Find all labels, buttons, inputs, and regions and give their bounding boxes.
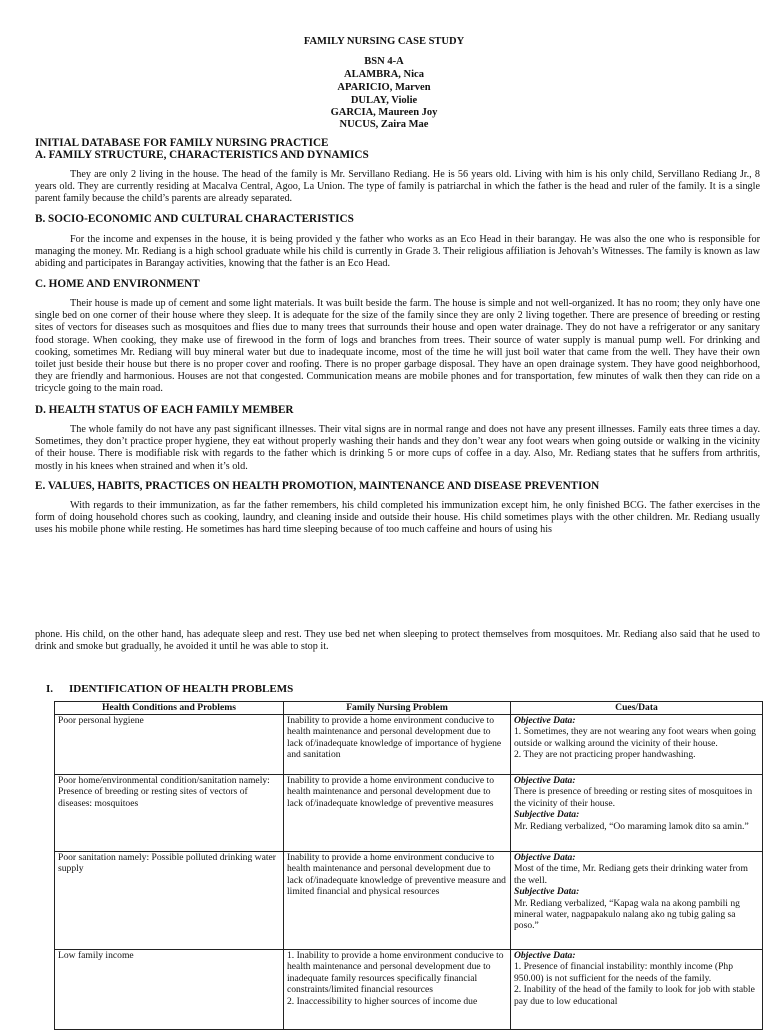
table-row xyxy=(55,715,763,775)
table-header-row xyxy=(55,702,763,715)
objective-item: There is presence of breeding or resting sites of mosquitoes in the vicinity of their house. xyxy=(514,786,753,809)
section-b-text: For the income and expenses in the house, it is being provided y the father who works as an Eco Head in their barangay. He was also the one who is responsible for managing the money. Mr. Rediang is a high school graduate while his child is currently in Grade 3. Their religious affiliation is Jehovah’s Witnesses. The family is known as law abiding and participates in Barangay activities, knowing that the father is an Eco Head. xyxy=(35,234,760,270)
database-title: INITIAL DATABASE FOR FAMILY NURSING PRACTICE xyxy=(35,137,329,149)
cues-cell xyxy=(511,715,763,775)
section-1-title: IDENTIFICATION OF HEALTH PROBLEMS xyxy=(69,683,294,695)
section-c-heading: C. HOME AND ENVIRONMENT xyxy=(35,278,200,290)
section-c-text: Their house is made up of cement and some light materials. It was built beside the farm. The house is simple and not well-organized. It has no room; they only have one single bed on one corner of their house where they sleep. It is adequate for the size of the family since they are only 2 living together. There are presence of breeding or resting sites of vectors for diseases such as mosquitoes and flies due to many trees that surrounds their house and open water drainage. They do not have a refrigerator or any sanitary food storage. When cooking, they make use of firewood in the form of logs and branches from trees. Their source of water supply is manual pump well. For drinking and cooking, sometimes Mr. Rediang will buy mineral water but due to inadequate income, most of the time he will just boil water that came from the well. They have their own toilet just beside their house but there is no proper cover and roofing. There is no proper garbage disposal. They have an open drainage system. They have good neighborhood, they are friendly and harmonious. Houses are not that congested. Communication means are mobile phones and for transportation, few minutes of walk then they can ride on a tricycle going to the main road. xyxy=(35,298,760,395)
objective-item: 1. Presence of financial instability: monthly income (Php 950.00) is not sufficient for the needs of the family. xyxy=(514,961,734,984)
problem-cell: Inability to provide a home environment conducive to health maintenance and personal development due to lack of/inadequate knowledge of preventive measures xyxy=(284,775,511,852)
section-a-text: They are only 2 living in the house. The head of the family is Mr. Servillano Rediang. He is 56 years old. Living with him is his only child, Servillano Rediang Jr., 8 years old. They are currently residing at Macalva Central, Agoo, La Union. The type of family is patriarchal in which the father is the head and ruler of the family. It is a single parent family because the child’s parents are already separated. xyxy=(35,169,760,205)
objective-label: Objective Data: xyxy=(514,950,576,961)
section-a-heading: A. FAMILY STRUCTURE, CHARACTERISTICS AND DYNAMICS xyxy=(35,149,369,161)
table-row xyxy=(55,950,763,1030)
condition-cell: Poor home/environmental condition/sanitation namely: Presence of breeding or resting sites of vectors of diseases: mosquitoes xyxy=(55,775,284,852)
objective-label: Objective Data: xyxy=(514,715,576,726)
table-row xyxy=(55,852,763,950)
cues-cell xyxy=(511,950,763,1030)
problem-item: 1. Inability to provide a home environment conducive to health maintenance and personal development due to inadequate family resources specifically financial constraints/limited financial resources xyxy=(287,950,504,996)
column-header: Family Nursing Problem xyxy=(284,702,511,715)
subjective-item: Mr. Rediang verbalized, “Kapag wala na akong pambili ng mineral water, nagpapakulo nalang ako ng tubig galing sa poso.” xyxy=(514,897,740,932)
table-row xyxy=(55,775,763,852)
objective-item: Most of the time, Mr. Rediang gets their drinking water from the well. xyxy=(514,863,748,886)
author-name: DULAY, Violie xyxy=(350,95,418,106)
objective-item: 2. Inability of the head of the family to look for job with stable pay due to low educational xyxy=(514,984,755,1007)
section-e-heading: E. VALUES, HABITS, PRACTICES ON HEALTH PROMOTION, MAINTENANCE AND DISEASE PREVENTION xyxy=(35,480,600,492)
condition-cell: Low family income xyxy=(55,950,284,1030)
section-b-heading: B. SOCIO-ECONOMIC AND CULTURAL CHARACTERISTICS xyxy=(35,213,354,225)
subjective-label: Subjective Data: xyxy=(514,809,580,821)
author-name: NUCUS, Zaira Mae xyxy=(339,119,429,130)
author-name: APARICIO, Marven xyxy=(337,82,431,93)
column-header: Cues/Data xyxy=(511,702,763,715)
section-1-heading xyxy=(46,683,293,695)
problem-cell: Inability to provide a home environment conducive to health maintenance and personal development due to lack of/inadequate knowledge of importance of hygiene and sanitation xyxy=(284,715,511,775)
problem-item: 2. Inaccessibility to higher sources of income due xyxy=(287,995,478,1007)
objective-label: Objective Data: xyxy=(514,775,576,786)
health-problems-table xyxy=(54,701,763,1030)
section-d-heading: D. HEALTH STATUS OF EACH FAMILY MEMBER xyxy=(35,404,294,416)
author-name: GARCIA, Maureen Joy xyxy=(330,107,438,118)
subjective-label: Subjective Data: xyxy=(514,886,580,898)
class-section: BSN 4-A xyxy=(364,56,404,67)
problem-cell: Inability to provide a home environment conducive to health maintenance and personal development due to lack of/inadequate knowledge of preventive measure and limited financial and physical resources xyxy=(284,852,511,950)
section-1-number: I. xyxy=(46,683,54,695)
condition-cell: Poor personal hygiene xyxy=(55,715,284,775)
objective-label: Objective Data: xyxy=(514,852,576,863)
objective-item: 2. They are not practicing proper handwashing. xyxy=(514,749,696,761)
problem-cell xyxy=(284,950,511,1030)
document-title: FAMILY NURSING CASE STUDY xyxy=(303,36,465,47)
cues-cell xyxy=(511,852,763,950)
subjective-item: Mr. Rediang verbalized, “Oo maraming lamok dito sa amin.” xyxy=(514,820,749,832)
section-e-text: With regards to their immunization, as far the father remembers, his child completed his immunization except him, he only finished BCG. The father exercises in the form of doing household chores such as cooking, laundry, and cleaning inside and outside their house. His child sometimes plays with the other children. Mr. Rediang usually uses his mobile phone while resting. He sometimes has hard time sleeping because of too much caffeine and hours of using his xyxy=(35,500,760,536)
cues-cell xyxy=(511,775,763,852)
column-header: Health Conditions and Problems xyxy=(55,702,284,715)
author-name: ALAMBRA, Nica xyxy=(344,69,424,80)
section-e-continuation: phone. His child, on the other hand, has adequate sleep and rest. They use bed net when sleeping to protect themselves from mosquitoes. Mr. Rediang also said that he used to drink and smoke but gradually, he avoided it until he was able to stop it. xyxy=(35,629,760,653)
section-d-text: The whole family do not have any past significant illnesses. Their vital signs are in normal range and does not have any present illnesses. Family eats three times a day. Sometimes, they don’t practice proper hygiene, they eat without properly washing their hands and they don’t wear any foot wears when going outside or walking in the vicinity of their house. There is modifiable risk with regards to the father which is drinking 5 or more cups of coffee in a day. Also, Mr. Rediang states that he suffers from arthritis, mostly in his knees when strained and when it’s old. xyxy=(35,424,760,472)
condition-cell: Poor sanitation namely: Possible polluted drinking water supply xyxy=(55,852,284,950)
objective-item: 1. Sometimes, they are not wearing any foot wears when going outside or walking around the vicinity of their house. xyxy=(514,726,756,749)
